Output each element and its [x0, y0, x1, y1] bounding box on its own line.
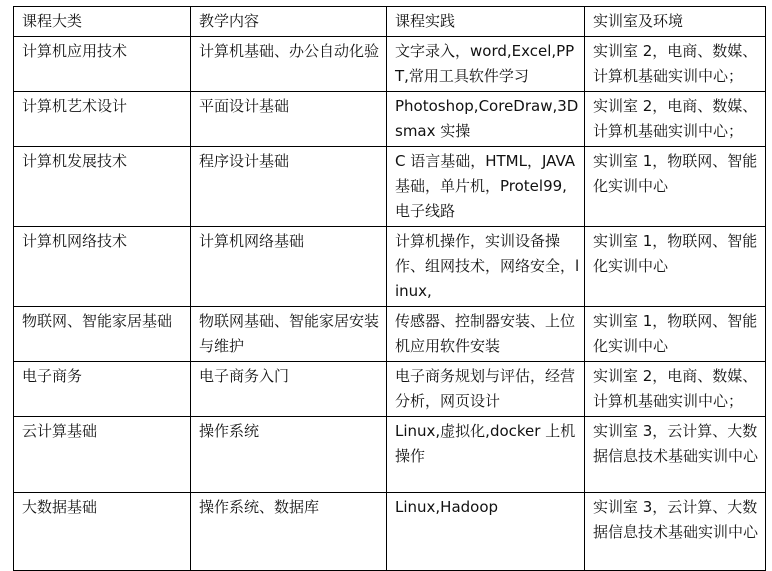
- header-teaching-content: 教学内容: [191, 7, 387, 37]
- cell-course-practice: 电子商务规划与评估，经营分析，网页设计: [387, 362, 585, 417]
- cell-course-category: 云计算基础: [14, 417, 191, 493]
- cell-course-practice: Linux,虚拟化,docker 上机操作: [387, 417, 585, 493]
- cell-teaching-content: 操作系统、数据库: [191, 493, 387, 571]
- cell-lab-environment: 实训室 1，物联网、智能化实训中心: [585, 307, 766, 362]
- cell-lab-environment: 实训室 2，电商、数媒、计算机基础实训中心；: [585, 37, 766, 92]
- cell-lab-environment: 实训室 1，物联网、智能化实训中心: [585, 227, 766, 307]
- table-row: [14, 307, 766, 362]
- cell-lab-environment: 实训室 2，电商、数媒、计算机基础实训中心；: [585, 92, 766, 147]
- cell-teaching-content: 程序设计基础: [191, 147, 387, 227]
- cell-course-practice: Photoshop,CoreDraw,3Dsmax 实操: [387, 92, 585, 147]
- table-row: [14, 92, 766, 147]
- cell-course-category: 计算机艺术设计: [14, 92, 191, 147]
- course-table: [13, 6, 766, 571]
- cell-course-practice: 计算机操作，实训设备操作、组网技术，网络安全，linux,: [387, 227, 585, 307]
- header-course-category: 课程大类: [14, 7, 191, 37]
- cell-lab-environment: 实训室 2，电商、数媒、计算机基础实训中心；: [585, 362, 766, 417]
- table-row: [14, 493, 766, 571]
- header-course-practice: 课程实践: [387, 7, 585, 37]
- table-row: [14, 147, 766, 227]
- cell-lab-environment: 实训室 3，云计算、大数据信息技术基础实训中心: [585, 417, 766, 493]
- cell-course-category: 计算机发展技术: [14, 147, 191, 227]
- cell-teaching-content: 操作系统: [191, 417, 387, 493]
- table-row: [14, 37, 766, 92]
- cell-teaching-content: 计算机基础、办公自动化验: [191, 37, 387, 92]
- cell-teaching-content: 电子商务入门: [191, 362, 387, 417]
- cell-teaching-content: 平面设计基础: [191, 92, 387, 147]
- cell-course-category: 电子商务: [14, 362, 191, 417]
- cell-course-category: 计算机应用技术: [14, 37, 191, 92]
- table-row: [14, 417, 766, 493]
- cell-course-practice: Linux,Hadoop: [387, 493, 585, 571]
- cell-lab-environment: 实训室 1，物联网、智能化实训中心: [585, 147, 766, 227]
- cell-course-practice: 传感器、控制器安装、上位机应用软件安装: [387, 307, 585, 362]
- cell-course-practice: C 语言基础，HTML，JAVA 基础，单片机，Protel99,电子线路: [387, 147, 585, 227]
- cell-course-category: 大数据基础: [14, 493, 191, 571]
- cell-course-practice: 文字录入，word,Excel,PPT,常用工具软件学习: [387, 37, 585, 92]
- table-row: [14, 227, 766, 307]
- table-header-row: [14, 7, 766, 37]
- cell-course-category: 物联网、智能家居基础: [14, 307, 191, 362]
- cell-teaching-content: 物联网基础、智能家居安装与维护: [191, 307, 387, 362]
- cell-course-category: 计算机网络技术: [14, 227, 191, 307]
- header-lab-environment: 实训室及环境: [585, 7, 766, 37]
- table-row: [14, 362, 766, 417]
- cell-teaching-content: 计算机网络基础: [191, 227, 387, 307]
- cell-lab-environment: 实训室 3，云计算、大数据信息技术基础实训中心: [585, 493, 766, 571]
